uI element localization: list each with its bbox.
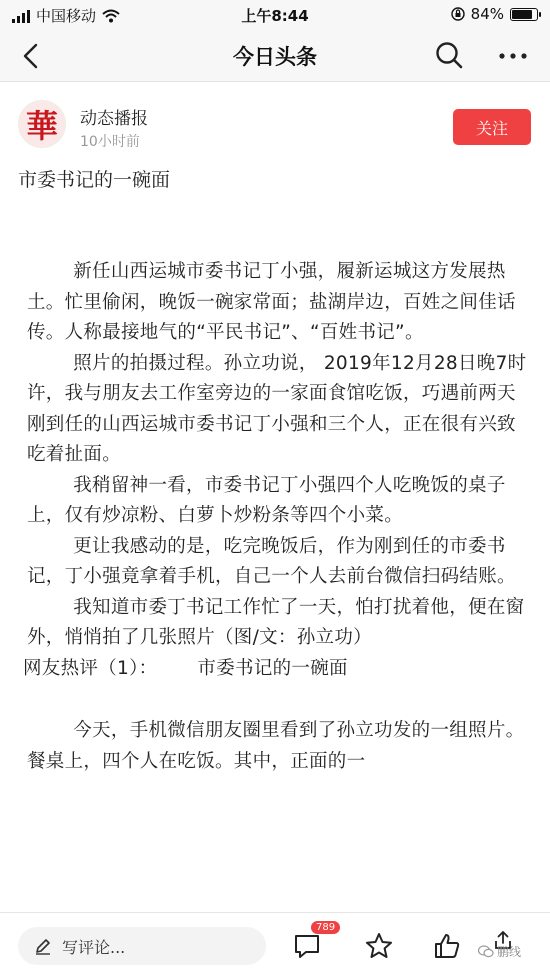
follow-button[interactable]: 关注	[453, 109, 531, 145]
comment-icon[interactable]	[292, 931, 322, 961]
battery-icon	[510, 8, 538, 21]
article-paragraph: 照片的拍摄过程。孙立功说， 2019年12月28日晚7时许，我与朋友去工作室旁边的一家面食馆吃饭，巧遇前两天刚到任的山西运城市委书记丁小强和三个人，正在很有兴致吃着扯面。	[27, 352, 527, 465]
bottom-bar	[0, 912, 550, 977]
nav-bar	[0, 30, 550, 82]
orientation-lock-icon	[451, 7, 465, 21]
like-icon[interactable]	[432, 931, 462, 961]
status-right	[451, 5, 538, 23]
status-bar	[0, 0, 550, 30]
article-paragraph: 更让我感动的是，吃完晚饭后，作为刚到任的市委书记，丁小强竟拿着手机，自己一个人去前台微信扫码结账。	[27, 535, 516, 587]
publish-time: 10小时前	[80, 134, 140, 150]
comment-heading-title: 市委书记的一碗面	[197, 657, 348, 679]
star-icon[interactable]	[364, 931, 394, 961]
more-icon[interactable]	[496, 42, 530, 70]
article-body	[23, 257, 532, 777]
comment-heading	[23, 654, 532, 685]
article-title: 市委书记的一碗面	[18, 169, 171, 191]
watermark-text: 鹏线	[497, 945, 522, 959]
article-paragraph: 新任山西运城市委书记丁小强，履新运城这方发展热土。忙里偷闲，晚饭一碗家常面；盐湖岸边，百姓之间佳话传。人称最接地气的“平民书记”、“百姓书记”。	[27, 261, 516, 343]
author-name[interactable]: 动态播报	[80, 109, 148, 129]
wechat-icon	[478, 945, 494, 958]
watermark	[478, 943, 521, 960]
carrier-label: 中国移动	[36, 7, 97, 25]
comment-placeholder: 写评论...	[62, 937, 126, 957]
edit-icon	[34, 937, 52, 955]
article-paragraph: 我知道市委丁书记工作忙了一天，怕打扰着他，便在窗外，悄悄拍了几张照片（图/文：孙立功）	[27, 596, 525, 648]
status-time: 上午8:44	[241, 7, 309, 25]
page-title: 今日头条	[233, 45, 317, 69]
search-icon[interactable]	[434, 40, 464, 70]
comment-input[interactable]	[18, 927, 266, 965]
article-paragraph: 我稍留神一看，市委书记丁小强四个人吃晚饭的桌子上，仅有炒凉粉、白萝卜炒粉条等四个小菜。	[27, 474, 506, 526]
comment-heading-label: 网友热评（1）：	[23, 657, 158, 679]
battery-percent: 84%	[470, 5, 504, 23]
comment-paragraph: 今天，手机微信朋友圈里看到了孙立功发的一组照片。餐桌上，四个人在吃饭。其中，正面的一	[27, 720, 525, 772]
author-avatar[interactable]: 華	[18, 100, 66, 148]
comment-count-badge: 789	[310, 920, 341, 935]
